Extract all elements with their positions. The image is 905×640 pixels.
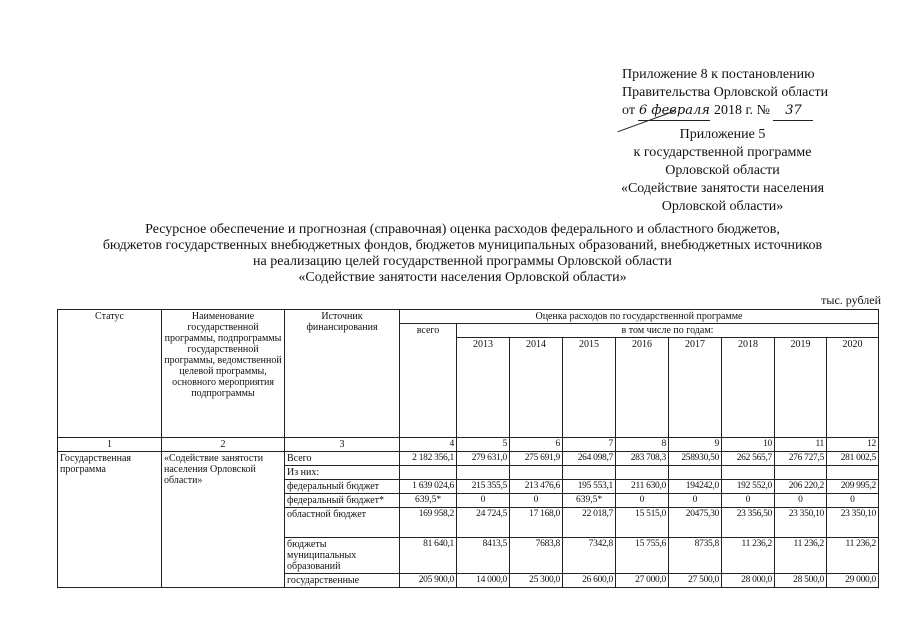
value-cell xyxy=(616,466,669,480)
value-cell: 20475,30 xyxy=(669,508,722,538)
appendix5-line4: «Содействие занятости населения xyxy=(620,181,825,196)
header-status: Статус xyxy=(58,310,162,438)
header-total: всего xyxy=(400,324,457,438)
col-num: 2 xyxy=(162,438,285,452)
value-cell: 7683,8 xyxy=(510,538,563,574)
value-cell: 279 631,0 xyxy=(457,452,510,466)
value-cell: 281 002,5 xyxy=(827,452,879,466)
value-cell: 11 236,2 xyxy=(775,538,827,574)
value-cell: 26 600,0 xyxy=(563,574,616,588)
appendix5-line5: Орловской области» xyxy=(661,199,784,214)
appendix8-year: 2018 г. № xyxy=(713,103,770,118)
col-num: 6 xyxy=(510,438,563,452)
value-cell: 211 630,0 xyxy=(616,480,669,494)
year-2017: 2017 xyxy=(669,338,722,438)
value-cell: 11 236,2 xyxy=(722,538,775,574)
value-cell: 283 708,3 xyxy=(616,452,669,466)
col-num: 8 xyxy=(616,438,669,452)
value-cell: 205 900,0 xyxy=(400,574,457,588)
year-2020: 2020 xyxy=(827,338,879,438)
value-cell: 209 995,2 xyxy=(827,480,879,494)
program-name-cell: «Содействие занятости населения Орловской области» xyxy=(162,452,285,588)
value-cell xyxy=(775,466,827,480)
value-cell: 22 018,7 xyxy=(563,508,616,538)
value-cell: 25 300,0 xyxy=(510,574,563,588)
source-cell: Всего xyxy=(285,452,400,466)
value-cell: 11 236,2 xyxy=(827,538,879,574)
value-cell: 0 xyxy=(827,494,879,508)
year-2019: 2019 xyxy=(775,338,827,438)
header-source: Источник финансирования xyxy=(285,310,400,438)
col-num: 4 xyxy=(400,438,457,452)
appendix5-line3: Орловской области xyxy=(665,163,780,178)
table-row xyxy=(58,452,879,466)
value-cell: 206 220,2 xyxy=(775,480,827,494)
col-num: 1 xyxy=(58,438,162,452)
value-cell: 23 350,10 xyxy=(827,508,879,538)
value-cell: 0 xyxy=(457,494,510,508)
value-cell: 264 098,7 xyxy=(563,452,616,466)
source-cell: бюджеты муниципальных образований xyxy=(285,538,400,574)
value-cell: 1 639 024,6 xyxy=(400,480,457,494)
header-estimate: Оценка расходов по государственной программе xyxy=(400,310,879,324)
header-by-years: в том числе по годам: xyxy=(457,324,879,338)
appendix8-from: от xyxy=(622,103,635,118)
units-label: тыс. рублей xyxy=(821,293,881,307)
source-cell: областной бюджет xyxy=(285,508,400,538)
value-cell: 15 515,0 xyxy=(616,508,669,538)
col-num: 3 xyxy=(285,438,400,452)
value-cell xyxy=(722,466,775,480)
title-line3: на реализацию целей государственной программы Орловской области xyxy=(253,254,672,269)
year-2016: 2016 xyxy=(616,338,669,438)
value-cell xyxy=(669,466,722,480)
source-cell: Из них: xyxy=(285,466,400,480)
value-cell: 195 553,1 xyxy=(563,480,616,494)
value-cell: 192 552,0 xyxy=(722,480,775,494)
value-cell: 639,5* xyxy=(563,494,616,508)
value-cell: 258930,50 xyxy=(669,452,722,466)
value-cell: 28 000,0 xyxy=(722,574,775,588)
value-cell: 17 168,0 xyxy=(510,508,563,538)
col-num: 7 xyxy=(563,438,616,452)
value-cell xyxy=(563,466,616,480)
col-num: 10 xyxy=(722,438,775,452)
col-num: 11 xyxy=(775,438,827,452)
year-2015: 2015 xyxy=(563,338,616,438)
value-cell: 29 000,0 xyxy=(827,574,879,588)
value-cell xyxy=(827,466,879,480)
year-2013: 2013 xyxy=(457,338,510,438)
title-line2: бюджетов государственных внебюджетных фондов, бюджетов муниципальных образований, внебюджетных источников xyxy=(102,238,823,253)
value-cell: 8735,8 xyxy=(669,538,722,574)
source-cell: федеральный бюджет xyxy=(285,480,400,494)
header-row-1 xyxy=(58,310,879,324)
title-line4: «Содействие занятости населения Орловской области» xyxy=(298,270,627,285)
status-cell: Государственная программа xyxy=(58,452,162,588)
value-cell: 2 182 356,1 xyxy=(400,452,457,466)
handwritten-date: 6 февраля xyxy=(638,102,710,121)
value-cell: 213 476,6 xyxy=(510,480,563,494)
value-cell: 8413,5 xyxy=(457,538,510,574)
value-cell: 275 691,9 xyxy=(510,452,563,466)
value-cell: 14 000,0 xyxy=(457,574,510,588)
year-2014: 2014 xyxy=(510,338,563,438)
source-cell: государственные xyxy=(285,574,400,588)
value-cell: 28 500,0 xyxy=(775,574,827,588)
appendix8-block xyxy=(622,66,828,121)
year-2018: 2018 xyxy=(722,338,775,438)
value-cell: 15 755,6 xyxy=(616,538,669,574)
header-name: Наименование государственной программы, подпрограммы государственной программы, ведомственной целевой программы, основного мероприятия подпрограммы xyxy=(162,310,285,438)
value-cell: 24 724,5 xyxy=(457,508,510,538)
document-title xyxy=(40,222,885,286)
value-cell: 194242,0 xyxy=(669,480,722,494)
title-line1: Ресурсное обеспечение и прогнозная (справочная) оценка расходов федерального и областного бюджетов, xyxy=(145,222,780,237)
column-number-row xyxy=(58,438,879,452)
col-num: 9 xyxy=(669,438,722,452)
value-cell: 0 xyxy=(775,494,827,508)
value-cell: 7342,8 xyxy=(563,538,616,574)
value-cell: 262 565,7 xyxy=(722,452,775,466)
appendix8-line1: Приложение 8 к постановлению xyxy=(622,67,815,82)
appendix5-line1: Приложение 5 xyxy=(679,127,766,142)
value-cell: 0 xyxy=(510,494,563,508)
value-cell: 27 500,0 xyxy=(669,574,722,588)
resource-table xyxy=(57,309,879,588)
value-cell: 23 350,10 xyxy=(775,508,827,538)
handwritten-number: 37 xyxy=(773,102,813,121)
value-cell: 639,5* xyxy=(400,494,457,508)
value-cell: 0 xyxy=(669,494,722,508)
value-cell xyxy=(457,466,510,480)
value-cell: 215 355,5 xyxy=(457,480,510,494)
col-num: 5 xyxy=(457,438,510,452)
value-cell: 27 000,0 xyxy=(616,574,669,588)
value-cell: 169 958,2 xyxy=(400,508,457,538)
appendix8-line2: Правительства Орловской области xyxy=(622,85,829,100)
value-cell xyxy=(510,466,563,480)
value-cell: 0 xyxy=(616,494,669,508)
value-cell: 276 727,5 xyxy=(775,452,827,466)
source-cell: федеральный бюджет* xyxy=(285,494,400,508)
value-cell: 0 xyxy=(722,494,775,508)
col-num: 12 xyxy=(827,438,879,452)
value-cell: 81 640,1 xyxy=(400,538,457,574)
value-cell xyxy=(400,466,457,480)
appendix5-line2: к государственной программе xyxy=(633,145,812,160)
value-cell: 23 356,50 xyxy=(722,508,775,538)
appendix5-block xyxy=(590,126,855,216)
